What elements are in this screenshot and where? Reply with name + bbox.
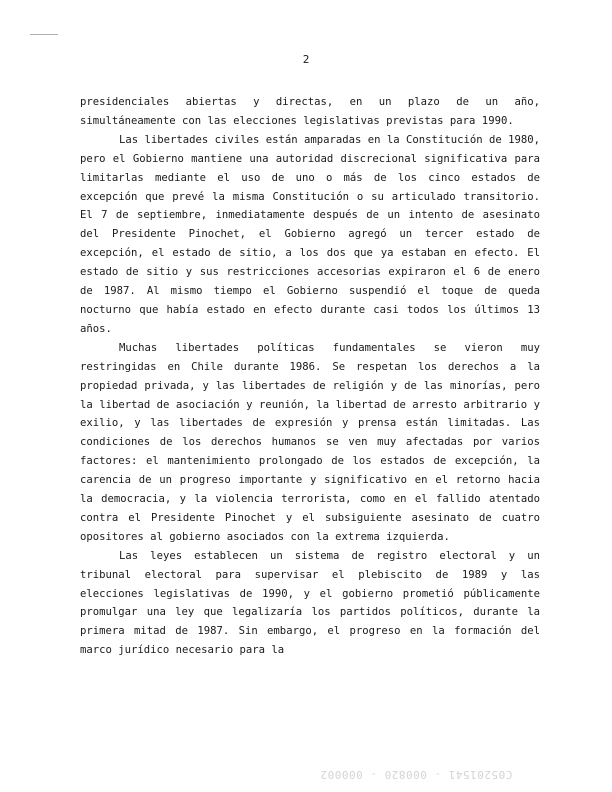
paragraph: Las leyes establecen un sistema de registro electoral y un tribunal electoral para supervisar el plebiscito de 1989 y las elecciones legislativas de 1990, y el gobierno prometió públicamente promulgar una ley que legalizaría los partidos políticos, durante la primera mitad de 1987. Sin embargo, el progreso en la formación del marco jurídico necesario para la [80,549,540,657]
paragraph: Las libertades civiles están amparadas en la Constitución de 1980, pero el Gobierno mantiene una autoridad discrecional significativa para limitarlas mediante el uso de uno o más de los cinco estados de excepción que prevé la misma Constitución o su articulado transitorio. El 7 de septiembre, inmediatamente después de un intento de asesinato del Presidente Pinochet, el Gobierno agregó un tercer estado de excepción, el estado de sitio, a los dos que ya estaban en efecto. El estado de sitio y sus restricciones accesorias expiraron el 6 de enero de 1987. Al mismo tiempo el Gobierno suspendió el toque de queda nocturno que había estado en efecto durante casi todos los últimos 13 años. [80,133,540,335]
paragraph: presidenciales abiertas y directas, en un plazo de un año, simultáneamente con las elecciones legislativas previstas para 1990. [80,96,540,127]
bleed-through-stamp: C05201541 - 000820 - 000002 [320,768,513,781]
page-number: 2 [302,53,310,66]
document-body [80,93,540,660]
scan-mark [30,34,58,35]
paragraph: Muchas libertades políticas fundamentales se vieron muy restringidas en Chile durante 1986. Se respetan los derechos a la propiedad privada, y las libertades de religión y de las minorías, pero la libertad de asociación y reunión, la libertad de arresto arbitrario y exilio, y las libertades de expresión y prensa están limitadas. Las condiciones de los derechos humanos se ven muy afectadas por varios factores: el mantenimiento prolongado de los estados de excepción, la carencia de un progreso importante y significativo en el retorno hacia la democracia, y la violencia terrorista, como en el fallido atentado contra el Presidente Pinochet y el subsiguiente asesinato de cuatro opositores al gobierno asociados con la extrema izquierda. [80,341,540,543]
